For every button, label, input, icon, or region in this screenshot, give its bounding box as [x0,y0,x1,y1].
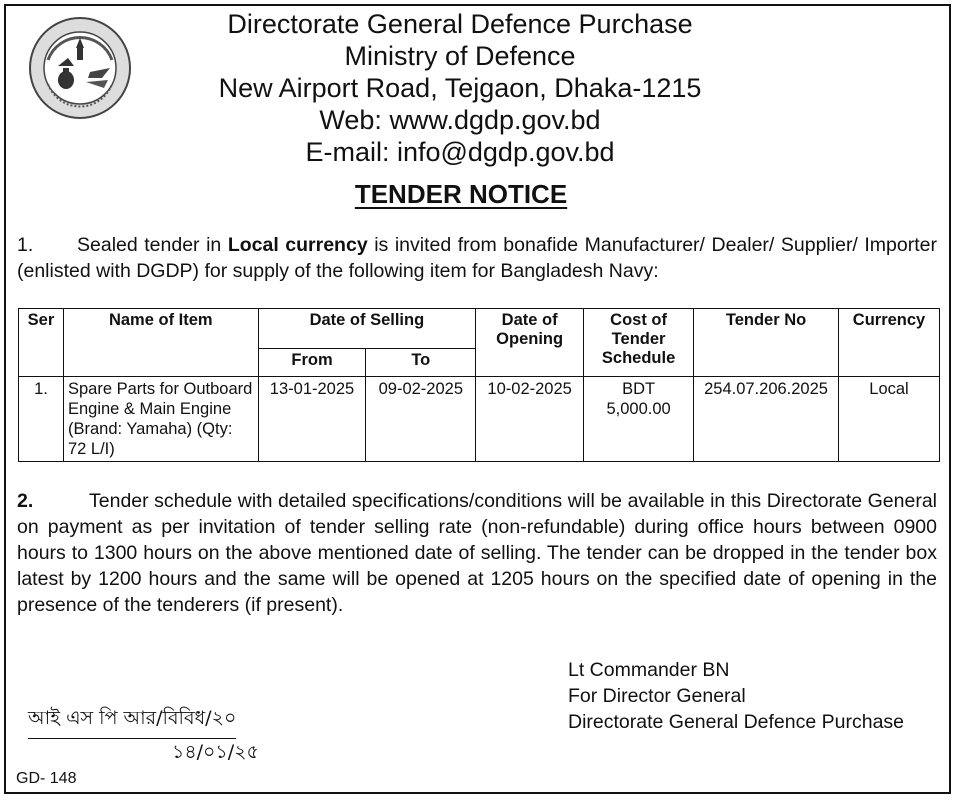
letterhead [150,8,770,168]
paragraph-number: 2. [17,490,34,512]
footer-code: GD- 148 [16,770,77,787]
col-header-cost: Cost of Tender Schedule [584,309,694,377]
reference-code [28,704,236,739]
col-header-to: To [366,349,476,377]
reference-date: ১৪/০১/২৫ [172,741,259,763]
paragraph-text: Tender schedule with detailed specifications/conditions will be available in this Directorate General on payment as per invitation of tender selling rate (non-refundable) during office hours between 0900 hours to 1300 hours on the above mentioned date of selling. The tender can be dropped in the tender box latest by 1200 hours and the same will be opened at 1205 hours on the specified date of opening in the presence of the tenderers (if present). [17,490,937,616]
address: New Airport Road, Tejgaon, Dhaka-1215 [218,73,702,103]
paragraph-2 [17,488,937,618]
notice-title: TENDER NOTICE [354,179,568,209]
col-header-currency: Currency [839,309,940,377]
paragraph-text: Sealed tender in [77,234,228,256]
cell-cost: BDT 5,000.00 [584,377,694,462]
paragraph-number: 1. [17,234,34,256]
paragraph-1 [17,232,937,284]
cell-from: 13-01-2025 [258,377,366,462]
reference-code-text: আই এস পি আর/বিবিধ/২০ [28,704,236,739]
email: E-mail: info@dgdp.gov.bd [305,137,615,167]
signatory-org: Directorate General Defence Purchase [568,711,905,733]
signature-block [568,657,904,735]
col-header-item: Name of Item [63,309,258,377]
table-row [19,377,940,462]
col-header-from: From [258,349,366,377]
dgdp-seal-logo [28,16,132,120]
website: Web: www.dgdp.gov.bd [319,105,601,135]
cell-opening: 10-02-2025 [476,377,584,462]
cell-item: Spare Parts for Outboard Engine & Main Engine (Brand: Yamaha) (Qty: 72 L/I) [63,377,258,462]
col-header-ser: Ser [19,309,64,377]
table-header-row [19,309,940,349]
paragraph-bold: Local currency [227,234,368,256]
col-header-selling: Date of Selling [258,309,476,349]
col-header-tender-no: Tender No [694,309,839,377]
tender-table [18,308,940,462]
signatory-rank: Lt Commander BN [568,659,730,681]
notice-title-wrap [0,179,922,210]
cell-currency: Local [839,377,940,462]
paragraph-text: is invited from bonafide Manufacturer/ Dealer/ Supplier/ Importer (enlisted with DGDP) for supply of the following item for Bangladesh Navy: [17,234,937,282]
cell-ser: 1. [19,377,64,462]
cell-to: 09-02-2025 [366,377,476,462]
org-name: Directorate General Defence Purchase [227,9,693,39]
signatory-for: For Director General [568,685,746,707]
col-header-opening: Date of Opening [476,309,584,377]
ministry-name: Ministry of Defence [344,41,576,71]
cell-tender-no: 254.07.206.2025 [694,377,839,462]
